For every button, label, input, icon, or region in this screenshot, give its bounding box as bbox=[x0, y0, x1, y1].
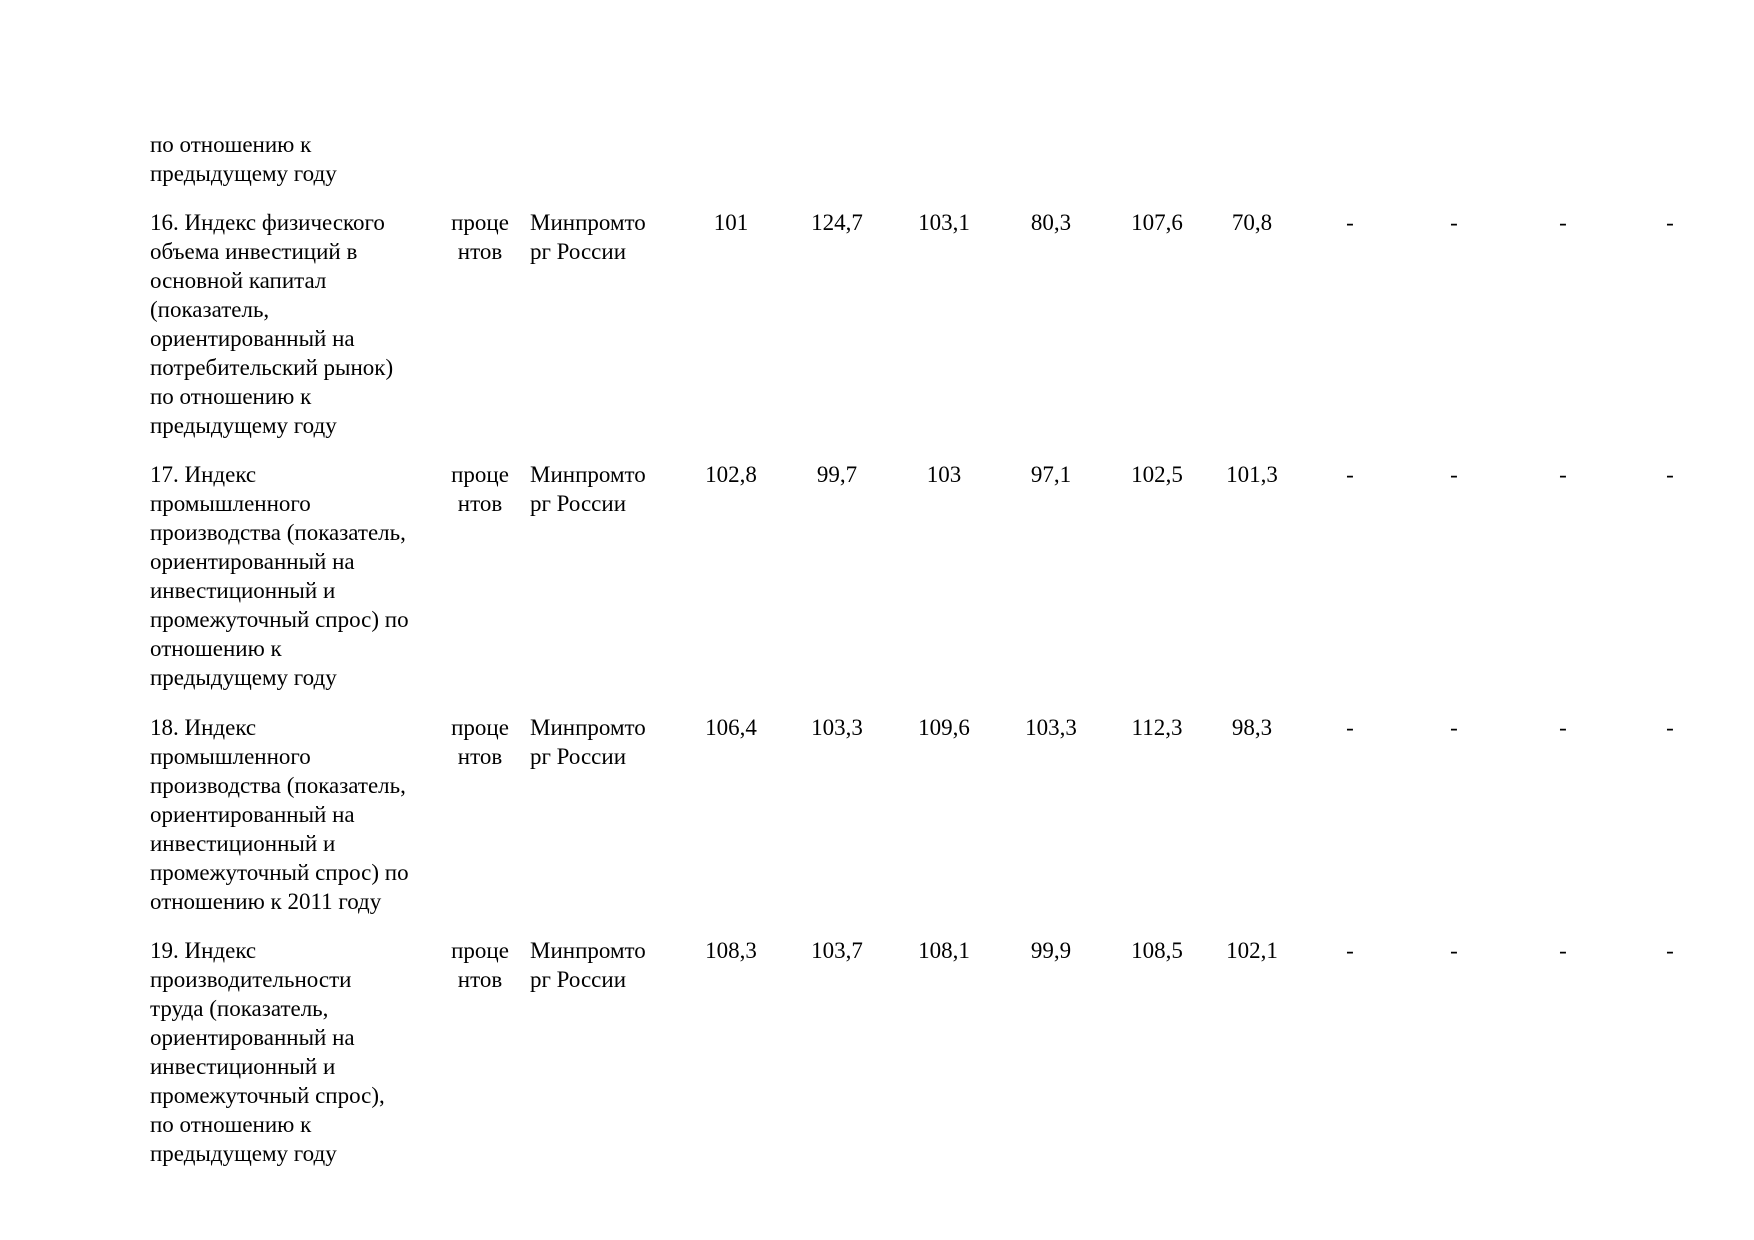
value-cell: - bbox=[1666, 938, 1674, 963]
source-cell: Минпромто рг России bbox=[530, 715, 646, 769]
unit-cell: проце нтов bbox=[451, 210, 509, 264]
value-cell: - bbox=[1450, 938, 1458, 963]
value-cell: - bbox=[1346, 210, 1354, 235]
value-cell: 101,3 bbox=[1226, 462, 1278, 487]
value-cell: - bbox=[1346, 462, 1354, 487]
value-cell: - bbox=[1450, 210, 1458, 235]
value-cell: 108,3 bbox=[705, 938, 757, 963]
value-cell: 102,8 bbox=[705, 462, 757, 487]
unit-cell: проце нтов bbox=[451, 938, 509, 992]
value-cell: 102,1 bbox=[1226, 938, 1278, 963]
value-cell: 103,3 bbox=[811, 715, 863, 740]
value-cell: 109,6 bbox=[918, 715, 970, 740]
value-cell: - bbox=[1346, 715, 1354, 740]
value-cell: 103,1 bbox=[918, 210, 970, 235]
value-cell: 108,5 bbox=[1131, 938, 1183, 963]
value-cell: - bbox=[1559, 210, 1567, 235]
indicator-name: 16. Индекс физического объема инвестиций в основной капитал (показатель, ориентированный на потребительский рынок) по отношению к предыдущему году bbox=[150, 210, 394, 438]
value-cell: 103,3 bbox=[1025, 715, 1077, 740]
indicator-name: 17. Индекс промышленного производства (показатель, ориентированный на инвестиционный и промежуточный спрос) по отношению к предыдущему году bbox=[150, 462, 409, 690]
value-cell: 97,1 bbox=[1030, 462, 1072, 487]
indicator-name: 18. Индекс промышленного производства (показатель, ориентированный на инвестиционный и промежуточный спрос) по отношению к 2011 году bbox=[150, 715, 409, 914]
value-cell: 98,3 bbox=[1231, 715, 1273, 740]
value-cell: 99,7 bbox=[816, 462, 858, 487]
value-cell: - bbox=[1450, 715, 1458, 740]
value-cell: 101 bbox=[713, 210, 749, 235]
value-cell: - bbox=[1666, 462, 1674, 487]
unit-cell: проце нтов bbox=[451, 715, 509, 769]
value-cell: 107,6 bbox=[1131, 210, 1183, 235]
value-cell: 70,8 bbox=[1231, 210, 1273, 235]
indicator-name: 19. Индекс производительности труда (показатель, ориентированный на инвестиционный и промежуточный спрос), по отношению к предыдущему году bbox=[150, 938, 385, 1166]
value-cell: 80,3 bbox=[1030, 210, 1072, 235]
value-cell: 106,4 bbox=[705, 715, 757, 740]
value-cell: 102,5 bbox=[1131, 462, 1183, 487]
source-cell: Минпромто рг России bbox=[530, 938, 646, 992]
value-cell: - bbox=[1666, 715, 1674, 740]
value-cell: - bbox=[1559, 715, 1567, 740]
value-cell: - bbox=[1346, 938, 1354, 963]
value-cell: - bbox=[1450, 462, 1458, 487]
value-cell: 99,9 bbox=[1030, 938, 1072, 963]
value-cell: - bbox=[1559, 938, 1567, 963]
value-cell: 112,3 bbox=[1131, 715, 1183, 740]
value-cell: 103,7 bbox=[811, 938, 863, 963]
continuation-text: по отношению к предыдущему году bbox=[150, 132, 337, 186]
value-cell: 103 bbox=[926, 462, 962, 487]
value-cell: - bbox=[1666, 210, 1674, 235]
value-cell: 108,1 bbox=[918, 938, 970, 963]
unit-cell: проце нтов bbox=[451, 462, 509, 516]
source-cell: Минпромто рг России bbox=[530, 462, 646, 516]
value-cell: 124,7 bbox=[811, 210, 863, 235]
source-cell: Минпромто рг России bbox=[530, 210, 646, 264]
value-cell: - bbox=[1559, 462, 1567, 487]
